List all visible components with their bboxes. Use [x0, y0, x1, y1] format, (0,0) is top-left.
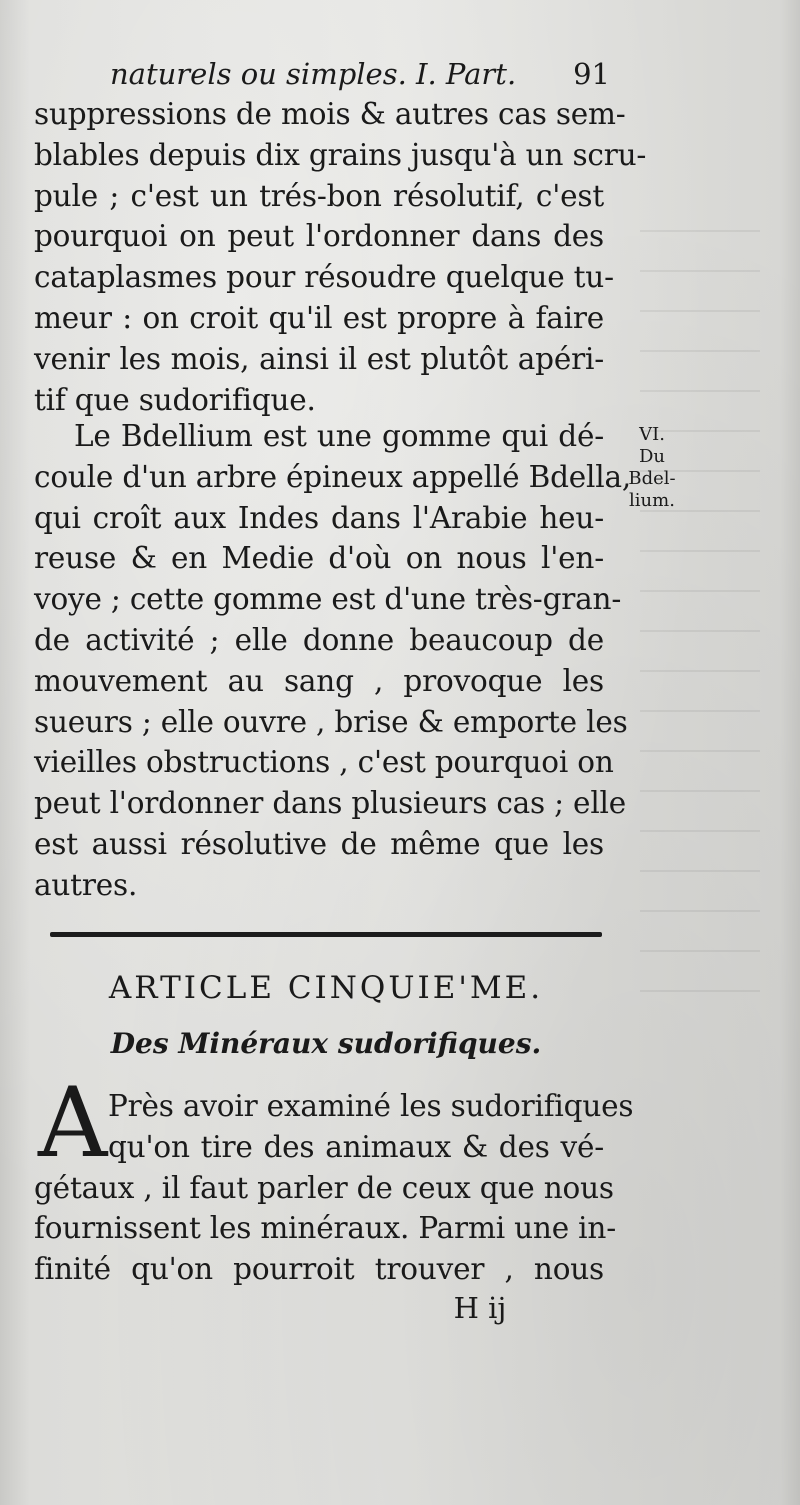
text-line: mouvement au sang , provoque les	[34, 663, 604, 698]
text-line: finité qu'on pourroit trouver , nous	[34, 1252, 604, 1287]
article-heading: ARTICLE CINQUIE'ME.	[108, 970, 544, 1006]
running-head-title: naturels ou simples. I. Part.	[110, 57, 517, 91]
text-line: voye ; cette gomme est d'une très-gran-	[34, 582, 622, 617]
running-head	[110, 52, 610, 96]
marginal-note	[612, 424, 692, 512]
text-line: qui croît aux Indes dans l'Arabie heu-	[34, 500, 604, 535]
marginal-note-line: VI.	[639, 424, 665, 445]
section-rule	[50, 932, 602, 937]
text-line: coule d'un arbre épineux appellé Bdella,	[34, 459, 632, 494]
text-line: est aussi résolutive de même que les	[34, 826, 604, 861]
text-line: sueurs ; elle ouvre , brise & emporte les	[34, 704, 628, 739]
text-line: fournissent les minéraux. Parmi une in-	[34, 1211, 616, 1246]
paragraph-minerals	[34, 1067, 634, 1290]
drop-capital: A	[38, 1067, 108, 1179]
text-line: pourquoi on peut l'ordonner dans des	[34, 219, 604, 254]
article-subheading: Des Minéraux sudorifiques.	[110, 1027, 542, 1060]
paragraph-continued	[34, 94, 647, 420]
text-line: venir les mois, ainsi il est plutôt apéri-	[34, 341, 604, 376]
text-line: peut l'ordonner dans plusieurs cas ; elle	[34, 786, 627, 821]
text-line: gétaux , il faut parler de ceux que nous	[34, 1170, 614, 1205]
text-line: reuse & en Medie d'où on nous l'en-	[34, 541, 604, 576]
text-line: suppressions de mois & autres cas sem-	[34, 97, 626, 131]
text-line: de activité ; elle donne beaucoup de	[34, 622, 604, 657]
paragraph-bdellium	[34, 416, 632, 906]
page-number: 91	[573, 57, 610, 91]
text-line: autres.	[34, 867, 138, 902]
text-line: Près avoir examiné les sudorifiques	[108, 1089, 634, 1123]
text-line: vieilles obstructions , c'est pourquoi on	[34, 745, 614, 780]
text-line: qu'on tire des animaux & des vé-	[108, 1129, 604, 1164]
show-through-texture	[640, 230, 760, 1030]
text-line: cataplasmes pour résoudre quelque tu-	[34, 260, 614, 295]
text-line: blables depuis dix grains jusqu'à un scru-	[34, 137, 647, 172]
text-line: Le Bdellium est une gomme qui dé-	[74, 419, 604, 453]
text-line: pule ; c'est un trés-bon résolutif, c'est	[34, 178, 604, 213]
text-line: meur : on croit qu'il est propre à faire	[34, 300, 604, 335]
marginal-note-line: lium.	[629, 490, 675, 511]
signature-mark: H ij	[453, 1291, 507, 1325]
marginal-note-line: Du	[638, 446, 666, 467]
text-line: tif que sudorifique.	[34, 382, 316, 417]
marginal-note-line: Bdel-	[628, 468, 676, 489]
